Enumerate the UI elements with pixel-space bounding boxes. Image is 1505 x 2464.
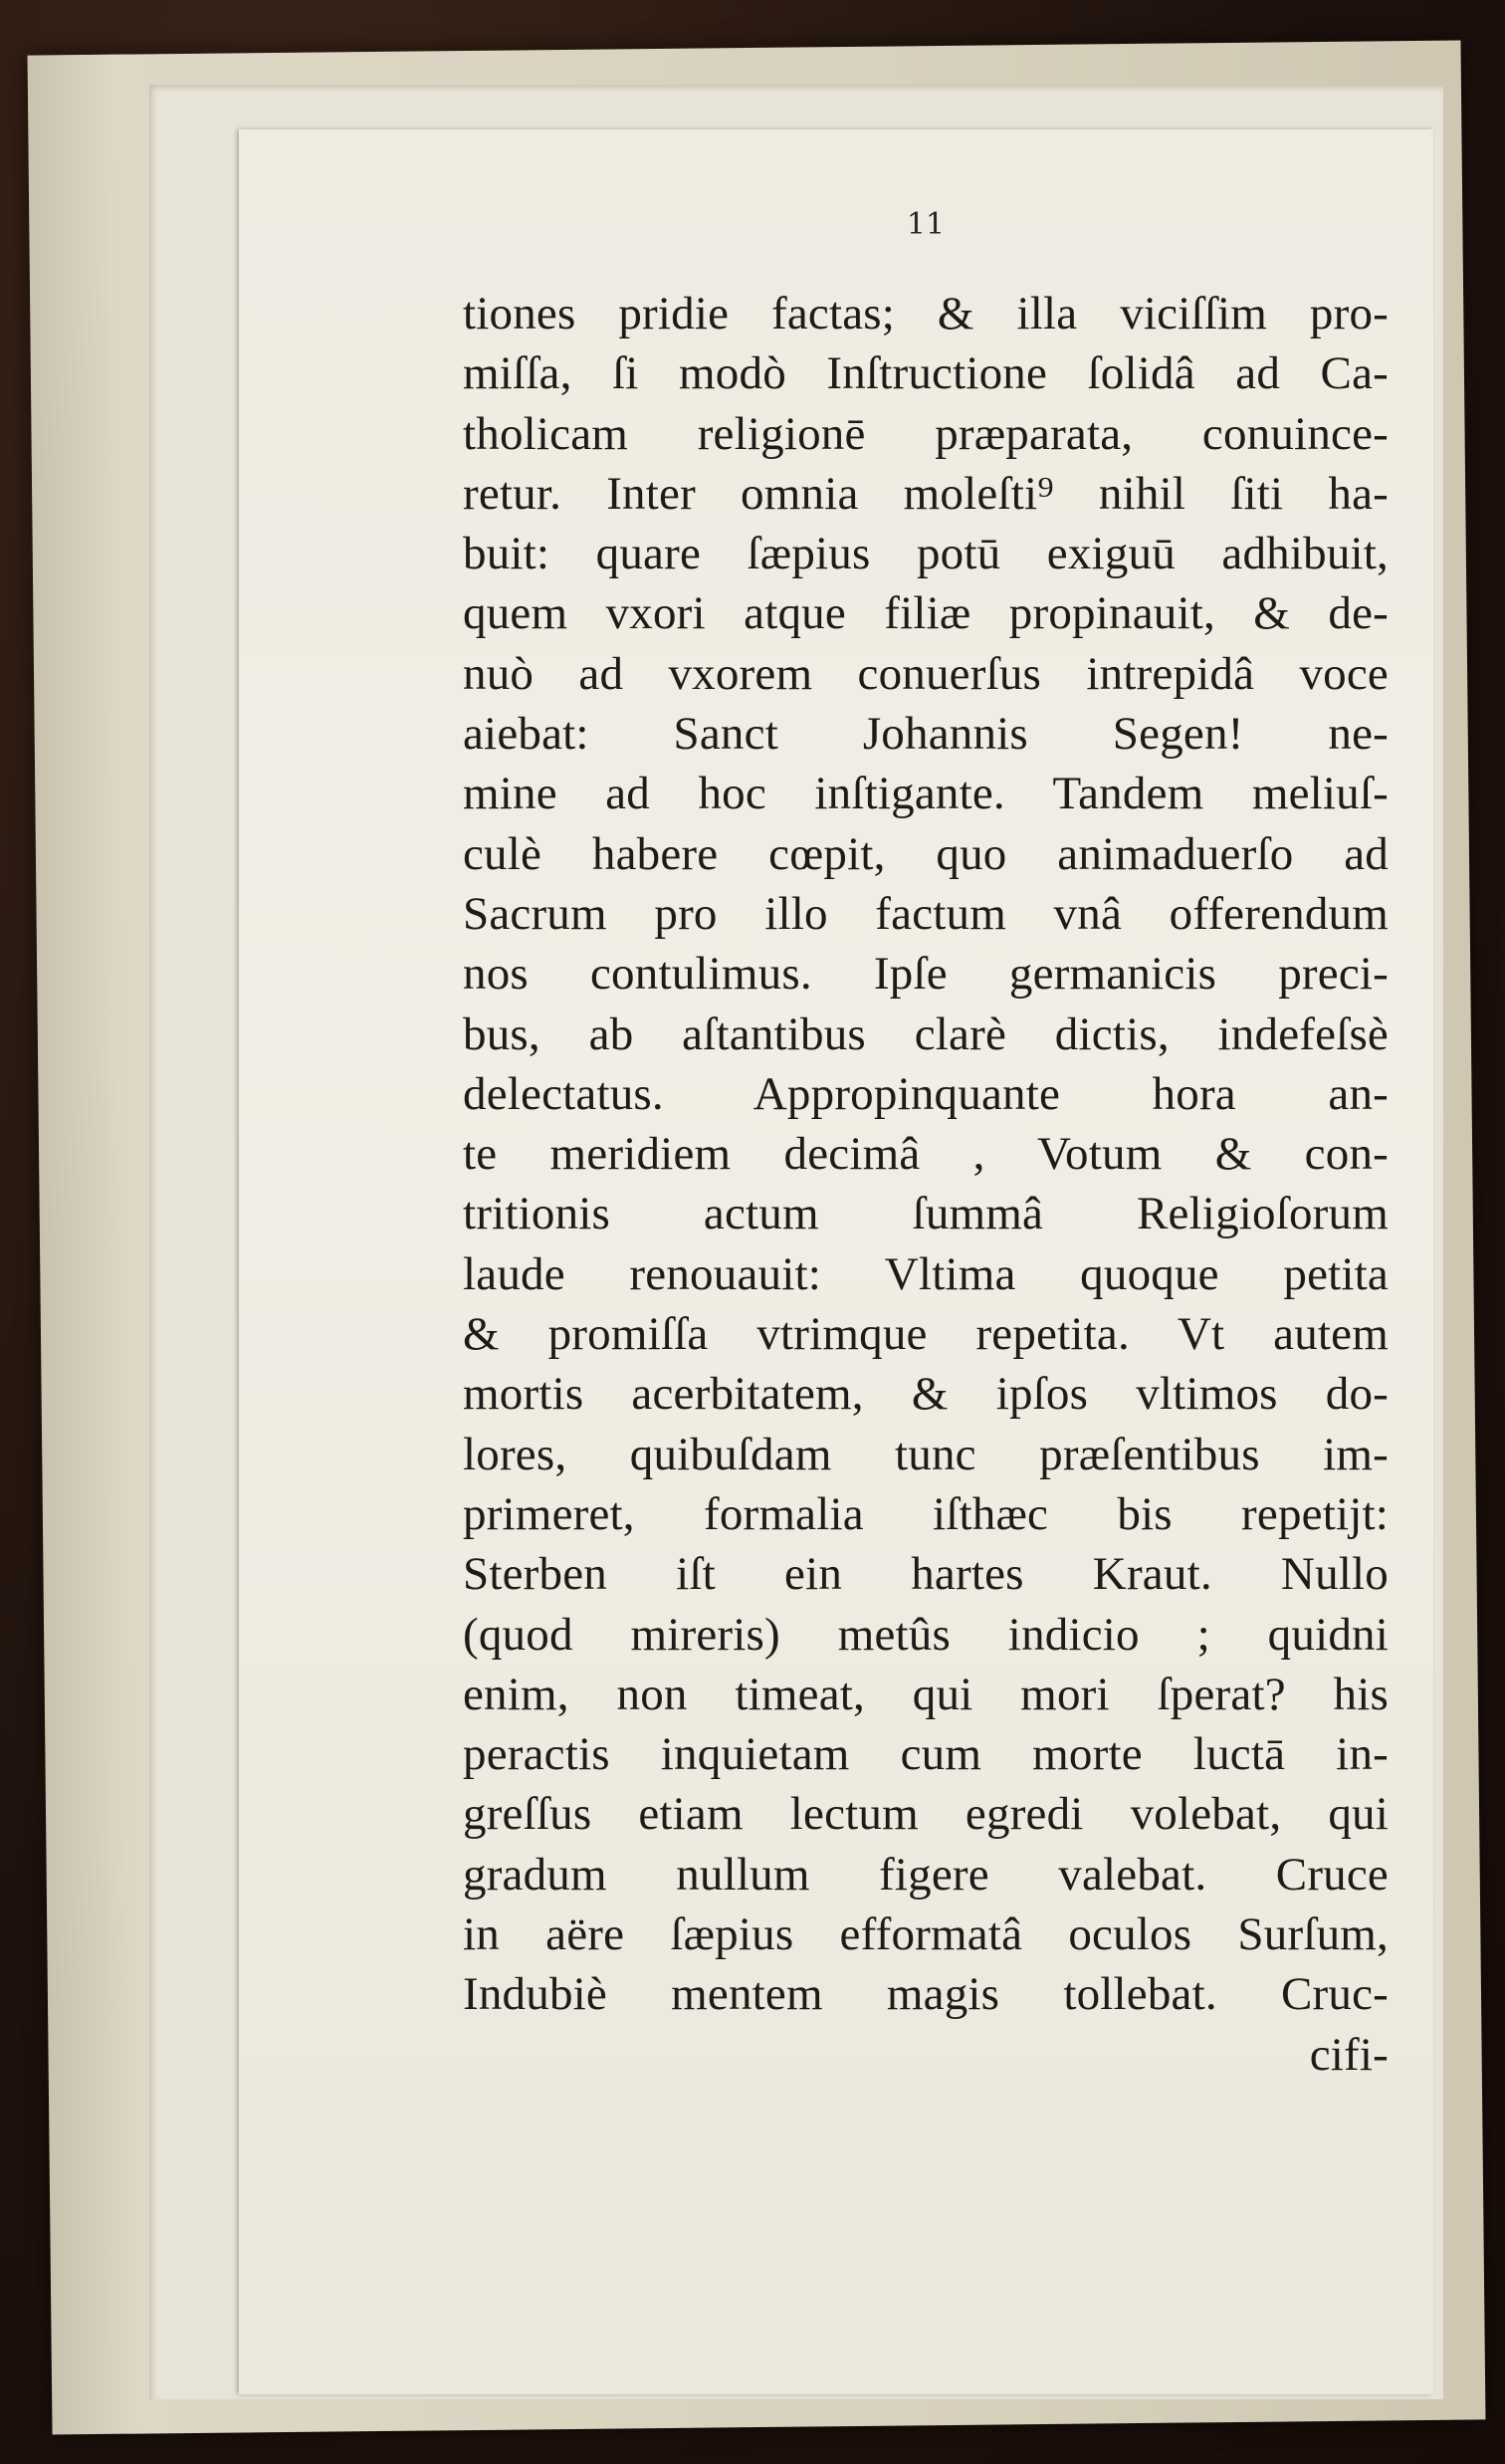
text-line: Sterben iſt ein hartes Kraut. Nullo <box>463 1548 1389 1601</box>
text-line: primeret, formalia iſthæc bis repetijt: <box>463 1487 1389 1540</box>
text-line: tritionis actum ſummâ Religioſorum <box>463 1188 1389 1240</box>
text-line: mine ad hoc inſtigante. Tandem meliuſ- <box>463 768 1389 820</box>
text-line: in aëre ſæpius efformatâ oculos Surſum, <box>463 1908 1389 1961</box>
text-line: delectatus. Appropinquante hora an- <box>463 1067 1389 1120</box>
text-line: gradum nullum figere valebat. Cruce <box>463 1848 1389 1901</box>
text-line: miſſa, ſi modò Inſtructione ſolidâ ad Ca- <box>463 347 1389 400</box>
text-line: quem vxori atque filiæ propinauit, & de- <box>463 587 1389 640</box>
text-line: nos contulimus. Ipſe germanicis preci- <box>463 948 1389 1001</box>
text-line: mortis acerbitatem, & ipſos vltimos do- <box>463 1368 1389 1421</box>
text-line: culè habere cœpit, quo animaduerſo ad <box>463 827 1389 880</box>
catchword: cifi- <box>1309 2028 1389 2081</box>
text-line: Sacrum pro illo factum vnâ offerendum <box>463 887 1389 940</box>
text-line: Indubiè mentem magis tollebat. Cruc- <box>463 1968 1389 2021</box>
book-page <box>239 129 1433 2394</box>
text-line: greſſus etiam lectum egredi volebat, qui <box>463 1788 1389 1841</box>
page-number: 11 <box>906 207 946 242</box>
text-line: buit: quare ſæpius potū exiguū adhibuit, <box>463 528 1389 580</box>
text-line: bus, ab aſtantibus clarè dictis, indefeſsè <box>463 1008 1389 1060</box>
text-line: laude renouauit: Vltima quoque petita <box>463 1247 1389 1300</box>
text-line: tiones pridie factas; & illa viciſſim pro- <box>463 288 1389 339</box>
text-line: aiebat: Sanct Johannis Segen! ne- <box>463 708 1389 761</box>
text-line: & promiſſa vtrimque repetita. Vt autem <box>463 1308 1389 1361</box>
text-line: peractis inquietam cum morte luctā in- <box>463 1728 1389 1781</box>
text-line: lores, quibuſdam tunc præſentibus im- <box>463 1428 1389 1480</box>
text-line: te meridiem decimâ , Votum & con- <box>463 1128 1389 1181</box>
text-line: tholicam religionē præparata, conuince- <box>463 407 1389 460</box>
text-line: retur. Inter omnia moleſti⁹ nihil ſiti ha- <box>463 467 1389 520</box>
text-line: enim, non timeat, qui mori ſperat? his <box>463 1668 1389 1720</box>
text-line: (quod mireris) metûs indicio ; quidni <box>463 1608 1389 1661</box>
text-line: nuò ad vxorem conuerſus intrepidâ voce <box>463 647 1389 700</box>
page-text <box>463 284 1389 2085</box>
